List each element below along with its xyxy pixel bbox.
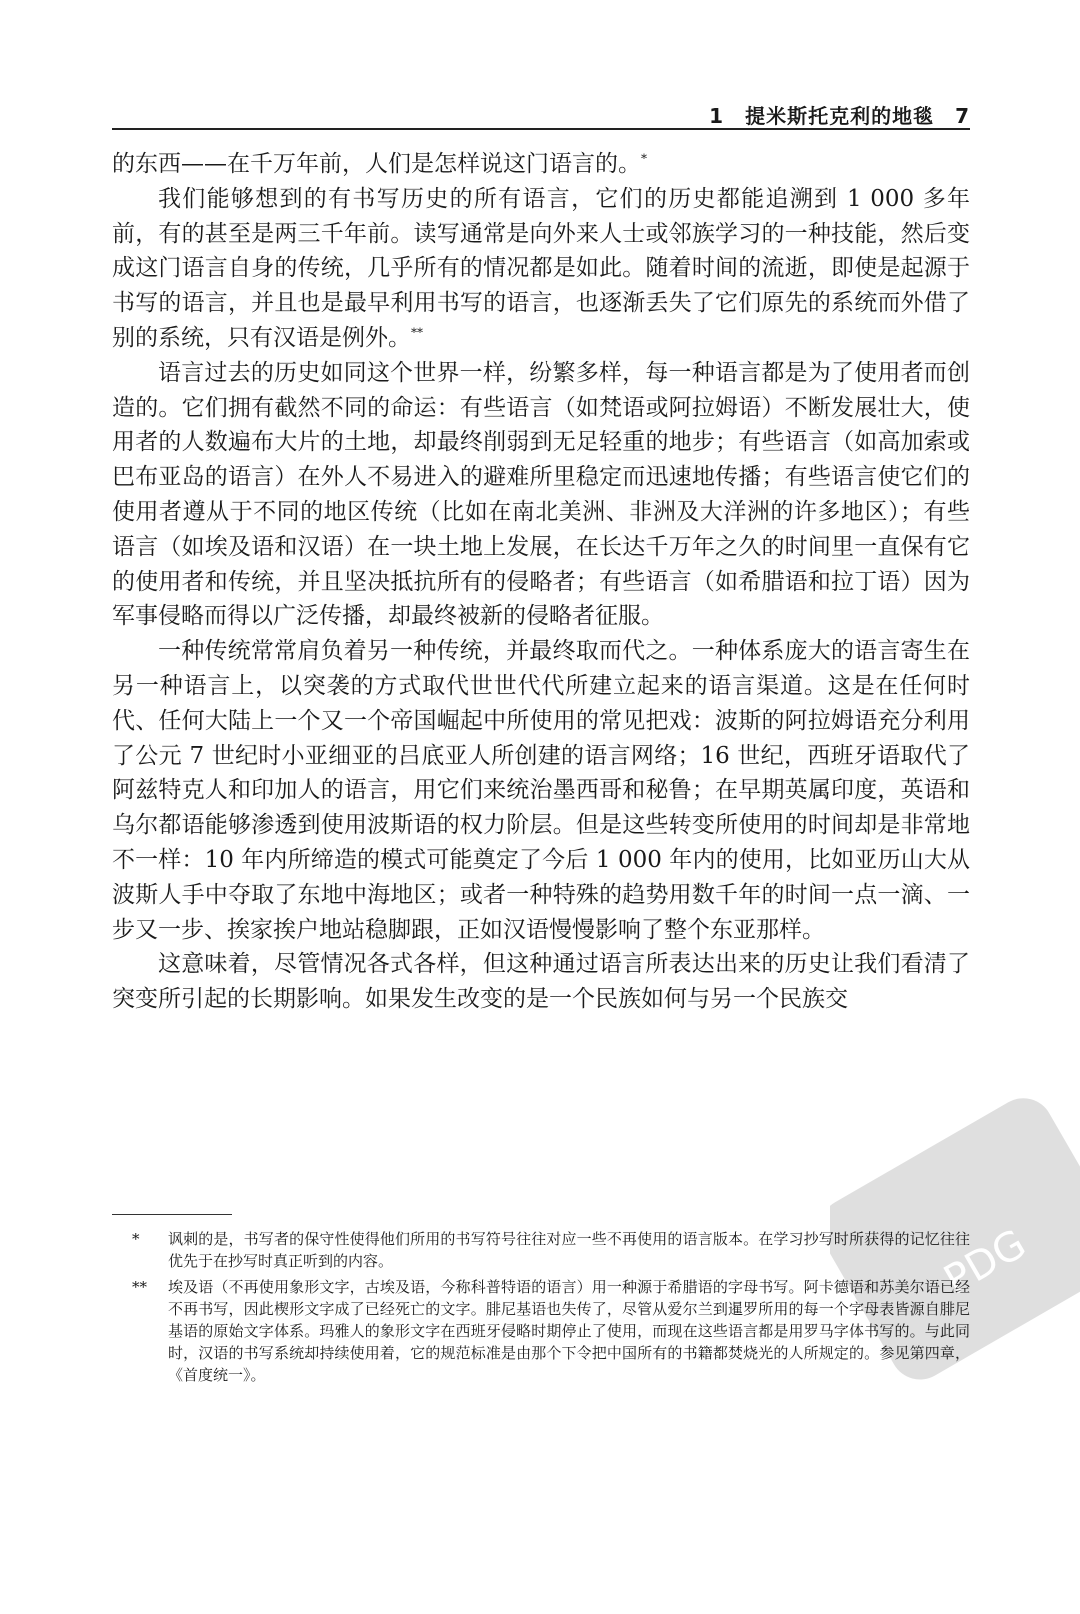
footnotes [112,1228,970,1390]
footnote-2 [112,1276,970,1386]
footnote-1-mark: * [132,1230,140,1248]
paragraph-3: 语言过去的历史如同这个世界一样，纷繁多样，每一种语言都是为了使用者而创造的。它们拥有截然不同的命运：有些语言（如梵语或阿拉姆语）不断发展壮大，使用者的人数遍布大片的土地，却最终削弱到无足轻重的地步；有些语言（如高加索或巴布亚岛的语言）在外人不易进入的避难所里稳定而迅速地传播；有些语言使它们的使用者遵从于不同的地区传统（比如在南北美洲、非洲及大洋洲的许多地区）；有些语言（如埃及语和汉语）在一块土地上发展，在长达千万年之久的时间里一直保有它的使用者和传统，并且坚决抵抗所有的侵略者；有些语言（如希腊语和拉丁语）因为军事侵略而得以广泛传播，却最终被新的侵略者征服。 [112,359,970,630]
footnote-ref-1: * [641,151,647,166]
running-header [112,100,970,130]
footnote-2-text: 埃及语（不再使用象形文字，古埃及语，今称科普特语的语言）用一种源于希腊语的字母书写。阿卡德语和苏美尔语已经不再书写，因此楔形文字成了已经死亡的文字。腓尼基语也失传了，尽管从爱尔兰到暹罗所用的每一个字母表皆源自腓尼基语的原始文字体系。玛雅人的象形文字在西班牙侵略时期停止了使用，而现在这些语言都是用罗马字体书写的。与此同时，汉语的书写系统却持续使用着，它的规范标准是由那个下令把中国所有的书籍都焚烧光的人所规定的。参见第四章，《首度统一》。 [168,1278,970,1384]
paragraph-1-text: 的东西——在千万年前，人们是怎样说这门语言的。 [112,151,641,177]
footnote-1 [112,1228,970,1272]
paragraph-1 [112,147,970,182]
footnote-ref-2: ** [411,325,423,340]
body-text [112,147,970,1017]
footnote-2-mark: ** [132,1278,147,1296]
footnote-divider [112,1214,232,1215]
paragraph-4: 一种传统常常肩负着另一种传统，并最终取而代之。一种体系庞大的语言寄生在另一种语言上，以突袭的方式取代世世代代所建立起来的语言渠道。这是在任何时代、任何大陆上一个又一个帝国崛起中所使用的常见把戏：波斯的阿拉姆语充分利用了公元 7 世纪时小亚细亚的吕底亚人所创建的语言网络；16 世纪，西班牙语取代了阿兹特克人和印加人的语言，用它们来统治墨西哥和秘鲁；在早期英属印度，英语和乌尔都语能够渗透到使用波斯语的权力阶层。但是这些转变所使用的时间却是非常地不一样：10 年内所缔造的模式可能奠定了今后 1 000 年内的使用，比如亚历山大从波斯人手中夺取了东地中海地区；或者一种特殊的趋势用数千年的时间一点一滴、一步又一步、挨家挨户地站稳脚跟，正如汉语慢慢影响了整个东亚那样。 [112,638,970,943]
paragraph-5: 这意味着，尽管情况各式各样，但这种通过语言所表达出来的历史让我们看清了突变所引起的长期影响。如果发生改变的是一个民族如何与另一个民族交 [112,951,970,1013]
footnote-1-text: 讽刺的是，书写者的保守性使得他们所用的书写符号往往对应一些不再使用的语言版本。在学习抄写时所获得的记忆往往优先于在抄写时真正听到的内容。 [168,1230,970,1270]
paragraph-2 [112,182,970,356]
header-title: 1 提米斯托克利的地毯 7 [709,104,970,128]
paragraph-2-text: 我们能够想到的有书写历史的所有语言，它们的历史都能追溯到 1 000 多年前，有的甚至是两三千年前。读写通常是向外来人士或邻族学习的一种技能，然后变成这门语言自身的传统，几乎所有的情况都是如此。随着时间的流逝，即使是起源于书写的语言，并且也是最早利用书写的语言，也逐渐丢失了它们原先的系统而外借了别的系统，只有汉语是例外。 [112,185,970,351]
watermark-label: PDG [936,1220,1034,1304]
